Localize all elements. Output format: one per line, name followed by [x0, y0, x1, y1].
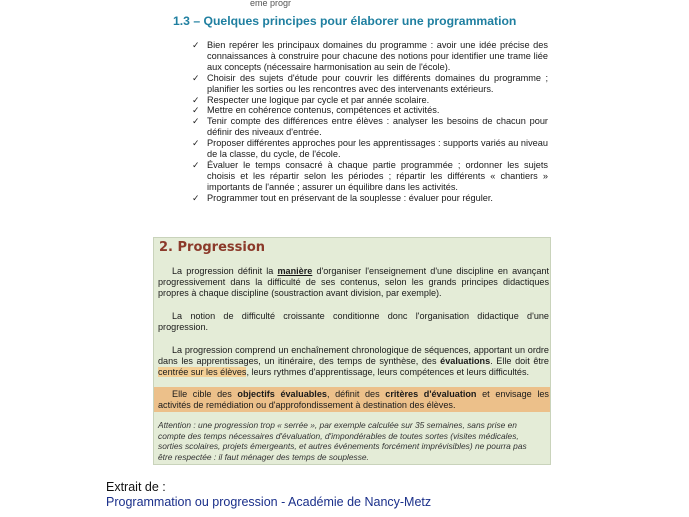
list-item: ✓ Choisir des sujets d'étude pour couvrir les différents domaines du programme ; planifier les sorties ou les rencontres avec des intervenants extérieurs. — [192, 72, 548, 94]
list-item: ✓ Évaluer le temps consacré à chaque partie programmée ; ordonner les sujets choisis et les répartir selon les périodes ; répartir les différents « chantiers » importants de l'année ; assurer un équilibre dans les activités. — [192, 159, 548, 192]
checkmark-icon: ✓ — [192, 40, 200, 50]
checkmark-icon: ✓ — [192, 159, 200, 170]
section-heading: 1.3 – Quelques principes pour élaborer une programmation — [173, 14, 517, 28]
list-item: ✓ Respecter une logique par cycle et par année scolaire. — [192, 94, 430, 105]
caption-label: Extrait de : — [106, 480, 166, 494]
paragraph-difficulty: La notion de difficulté croissante conditionne donc l'organisation didactique d'une progression. — [158, 311, 549, 333]
checkmark-icon: ✓ — [192, 138, 200, 149]
list-item: ✓ Bien repérer les principaux domaines du programme : avoir une idée précise des connaissances à construire pour chacune des notions pour identifier une trame liée aux concepts (nécessaire harmonisation au sein de l'école). — [192, 40, 548, 72]
cropped-top-text: eme progr — [250, 0, 292, 8]
list-item: ✓ Programmer tout en préservant de la souplesse : évaluer pour réguler. — [192, 192, 493, 203]
progression-title: 2. Progression — [159, 240, 266, 255]
list-item: ✓ Mettre en cohérence contenus, compétences et activités. — [192, 105, 440, 116]
checkmark-icon: ✓ — [192, 192, 200, 203]
checkmark-icon: ✓ — [192, 72, 200, 83]
paragraph-sequences: La progression comprend un enchaînement chronologique de séquences, apportant un ordre dans les apprentissages, un itinéraire, des temps de synthèse, des évaluations. Elle doit être centrée sur les élèves, leurs rythmes d'apprentissage, leurs compétences et leurs difficultés. — [158, 345, 549, 378]
list-item: ✓ Tenir compte des différences entre élèves : analyser les besoins de chacun pour définir des niveaux d'entrée. — [192, 116, 548, 138]
principles-list — [192, 40, 548, 204]
checkmark-icon: ✓ — [192, 105, 200, 116]
progression-box — [153, 237, 551, 465]
source-link[interactable]: Programmation ou progression - Académie de Nancy-Metz — [106, 495, 432, 509]
checkmark-icon: ✓ — [192, 116, 200, 127]
checkmark-icon: ✓ — [192, 94, 200, 105]
list-item: ✓ Proposer différentes approches pour les apprentissages : supports variés au niveau de la classe, du cycle, de l'école. — [192, 138, 548, 160]
paragraph-definition: La progression définit la manière d'organiser l'enseignement d'une discipline en avançant progressivement dans la difficulté de ses contenus, selon les grands principes didactiques propres à chaque discipline (soustraction avant division, par exemple). — [158, 266, 549, 299]
paragraph-objectives: Elle cible des objectifs évaluables, définit des critères d'évaluation et envisage les activités de remédiation ou d'approfondissement à destination des élèves. — [158, 389, 549, 411]
attention-note: Attention : une progression trop « serrée », par exemple calculée sur 35 semaines, sans prise en compte des temps nécessaires d'évaluation, d'impondérables de toutes sortes (visites médicales, sorties scolaires, projets émergeants, et autres événements forcément imprévisibles) ne pourra pas être respectée : il faut ménager des temps de souplesse. — [158, 420, 527, 462]
